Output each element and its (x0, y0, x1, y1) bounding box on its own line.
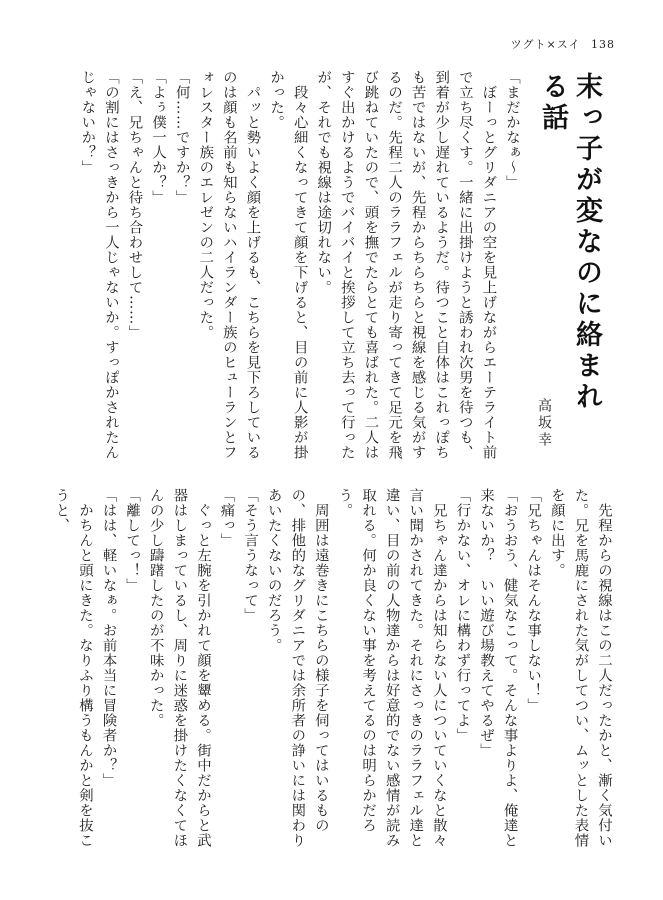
page-number: 138 (591, 38, 615, 51)
running-header (505, 36, 615, 52)
paragraph: 「おうおう、健気なこって。そんな事よりよ、俺達と来ないか？ いい遊び場教えてやるぜ」 (478, 488, 518, 848)
paragraph: 「よぅ僕一人か？」 (150, 70, 167, 205)
paragraph: 「まだかなぁ〜」 (504, 70, 520, 190)
paragraph: 「そう言うなって」 (242, 488, 259, 623)
paragraph: 「離してっ！」 (124, 488, 141, 593)
paragraph: 「行かない、オレに構わず行ってよ」 (454, 488, 471, 743)
author-name: 高坂幸 (536, 398, 552, 449)
paragraph: かちんと頭にきた。なりふり構うもんかと剣を抜こうと、 (53, 488, 93, 848)
paragraph: 「はは、軽いなぁ。お前本当に冒険者か？」 (100, 488, 117, 788)
upper-text-block (43, 70, 523, 460)
paragraph: ぐっと左腕を引かれて顔を顰める。街中だからと武器はしまっているし、周りに迷惑を掛けたくなくてほんの少し躊躇したのが不味かった。 (147, 488, 211, 848)
series-title: ツグト×スイ (510, 38, 581, 51)
paragraph: 「の割にはさっきから一人じゃないか。すっぽかされたんじゃないか？」 (79, 70, 119, 460)
paragraph: 「兄ちゃんはそんな事しない！」 (525, 488, 542, 713)
paragraph: 「何……ですか？」 (173, 70, 190, 205)
paragraph: 段々心細くなってきて顔を下げると、目の前に人影が掛かった。 (268, 70, 308, 460)
paragraph: 先程からの視線はこの二人だったかと、漸く気付いた。兄を馬鹿にされた気がしてつい、ムッとした表情を顔に出す。 (548, 488, 612, 848)
paragraph: 周囲は遠巻きにこちらの様子を伺ってはいるものの、排他的なグリダニアでは余所者の諍いには関わりあいたくないのだろう。 (265, 488, 329, 848)
paragraph: 「痛っ」 (218, 488, 235, 548)
lower-text-block (47, 488, 615, 858)
paragraph: ぼーっとグリダニアの空を見上げながらエーテライト前で立ち尽くす。一緒に出掛けようと誘われ次男を待つも、到着が少し遅れているようだ。待つこと自体はこれっぽちも苦ではないが、先程からちらちらと視線を感じる気がするのだ。先程二人のララフェルが走り寄ってきて足元を飛び跳ねていたので、頭を撫でたらとても喜ばれた。二人はすぐ出かけるようでバイバイと挨拶して立ち去って行ったが、それでも視線は途切れない。 (315, 70, 497, 460)
paragraph: 「え、兄ちゃんと待ち合わせして……」 (126, 70, 143, 340)
story-title: 末っ子が変なのに絡まれる話 (537, 72, 602, 413)
paragraph: 兄ちゃん達からは知らない人についていくなと散々言い聞かされてきた。それにさっきのララフェル達と違い、目の前の人物達からは好意的でない感情が読み取れる。何か良くない事を考えてるのは明らかだろう。 (336, 488, 447, 848)
paragraph: パッと勢いよく顔を上げるも、こちらを見下ろしているのは顔も名前も知らないハイランダー族のヒューランとフォレスター族のエレゼンの二人だった。 (197, 70, 261, 460)
